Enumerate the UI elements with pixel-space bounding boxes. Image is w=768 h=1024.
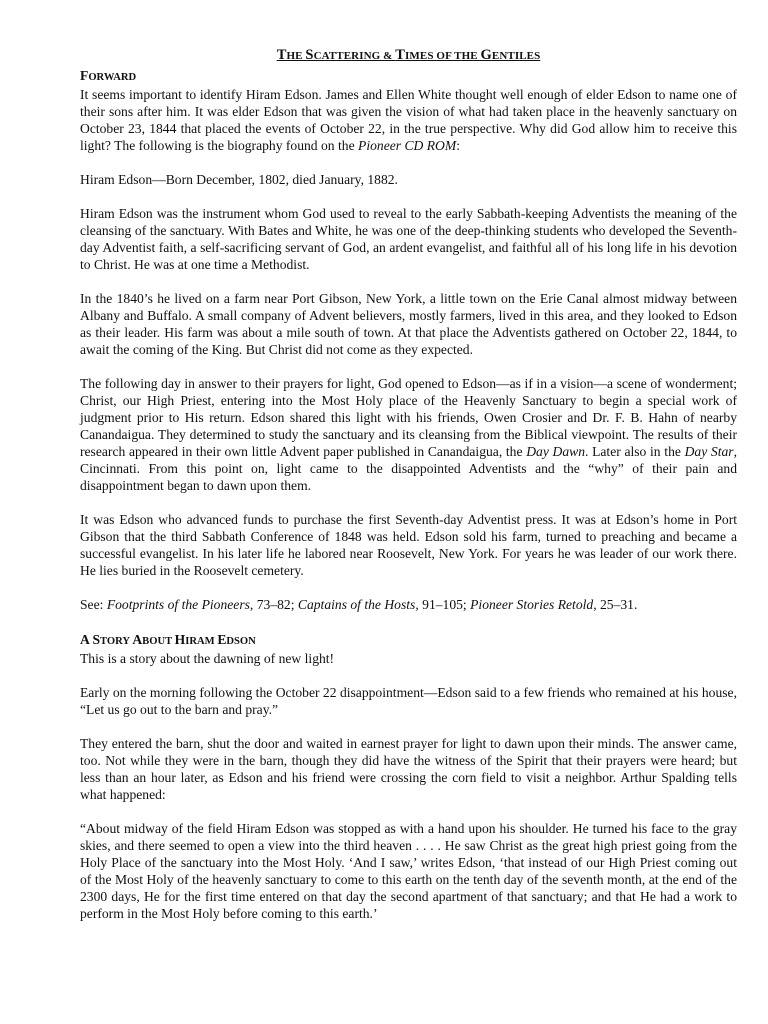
paragraph — [80, 86, 737, 154]
text-run: See: — [80, 597, 107, 612]
paragraph: Hiram Edson—Born December, 1802, died January, 1882. — [80, 172, 398, 187]
text-run: , 73–82; — [249, 597, 298, 612]
text-run: : — [456, 138, 460, 153]
title-part: CATTERING & — [313, 50, 396, 62]
italic-run: Footprints of the Pioneers — [106, 597, 250, 612]
title-part: ENTILES — [491, 50, 541, 62]
section-heading-story — [80, 631, 737, 650]
heading-part: S — [92, 632, 101, 647]
text-run: , Cincinnati. From this point on, light came to the disappointed Adventists and the “why” of their pain and disappointment began to dawn upon them. — [80, 444, 737, 493]
heading-part: A — [80, 632, 93, 647]
heading-part: E — [217, 632, 227, 647]
title-part: HE — [286, 50, 306, 62]
paragraph: This is a story about the dawning of new light! — [80, 651, 335, 666]
paragraph: Early on the morning following the October 22 disappointment—Edson said to a few friends who remained at his house, “Let us go out to the barn and pray.” — [80, 685, 737, 717]
paragraph: Hiram Edson was the instrument whom God used to reveal to the early Sabbath-keeping Adventists the meaning of the cleansing of the sanctuary. With Bates and White, he was one of the deep-thinking students who developed the Seventh-day Adventist faith, a self-sacrificing servant of God, an ardent evangelist, and faithful all of his long life in his devotion to Christ. He was at one time a Methodist. — [80, 206, 737, 272]
title-part: S — [305, 47, 314, 63]
heading-part: H — [174, 632, 186, 647]
title-part: IMES OF THE — [405, 50, 481, 62]
heading-part: TORY — [100, 636, 133, 647]
italic-run: Pioneer CD ROM — [358, 138, 457, 153]
paragraph: It was Edson who advanced funds to purchase the first Seventh-day Adventist press. It was at Edson’s home in Port Gibson that the third Sabbath Conference of 1848 was held. Edson sold his farm, turned to preaching and became a successful evangelist. In his later life he labored near Roosevelt, New York. For years he was leader of our work there. He lies buried in the Roosevelt cemetery. — [80, 512, 737, 578]
italic-run: Day Star — [684, 444, 734, 459]
paragraph — [80, 375, 737, 494]
italic-run: Day Dawn — [526, 444, 586, 459]
title-part: T — [276, 47, 287, 63]
italic-run: Pioneer Stories Retold — [470, 597, 594, 612]
heading-part: IRAM — [185, 636, 218, 647]
italic-run: Captains of the Hosts — [297, 597, 416, 612]
title-part: G — [480, 47, 492, 63]
paragraph: They entered the barn, shut the door and waited in earnest prayer for light to dawn upon their minds. The answer came, too. Not while they were in the barn, though they did have the witness of the Spirit that their prayers were heard; but less than an hour later, as Edson and his friend were crossing the corn field to visit a neighbor. Arthur Spalding tells what happened: — [80, 736, 737, 802]
text-run: It seems important to identify Hiram Edson. James and Ellen White thought well enough of elder Edson to name one of their sons after him. It was elder Edson that was given the vision of what had taken place in the heavenly sanctuary on October 23, 1844 that placed the events of October 22, in the true perspective. Why did God allow him to receive this light? The following is the biography found on the — [80, 87, 737, 153]
heading-part: A — [132, 632, 143, 647]
document-title — [80, 46, 737, 65]
text-run: . Later also in the — [585, 444, 685, 459]
heading-part: DSON — [226, 636, 256, 647]
text-run: , 91–105; — [415, 597, 471, 612]
document-page — [80, 46, 737, 939]
text-run: , 25–31. — [593, 597, 638, 612]
heading-part: ORWARD — [88, 72, 137, 83]
section-heading-forward — [80, 67, 737, 86]
quote-paragraph: “About midway of the field Hiram Edson was stopped as with a hand upon his shoulder. He turned his face to the gray skies, and there seemed to open a view into the third heaven . . . . He saw Christ as the great high priest going from the Holy Place of the sanctuary into the Most Holy. ‘And I saw,’ writes Edson, ‘that instead of our High Priest coming out of the Most Holy of the heavenly sanctuary to come to this earth on the tenth day of the seventh month, at the end of the 2300 days, He for the first time entered on that day the second apartment of that sanctuary; and that He had a work to perform in the Most Holy before coming to this earth.’ — [80, 821, 737, 921]
heading-part: F — [80, 68, 89, 83]
text-run: The following day in answer to their prayers for light, God opened to Edson—as if in a vision—a scene of wonderment; Christ, our High Priest, entering into the Most Holy place of the Heavenly Sanctuary to begin a special work of judgment prior to His return. Edson shared this light with his friends, Owen Crosier and Dr. F. B. Hahn of nearby Canandaigua. They determined to study the sanctuary and its cleansing from the Biblical viewpoint. The results of their research appeared in their own little Advent paper published in Canandaigua, the — [80, 376, 737, 459]
paragraph: In the 1840’s he lived on a farm near Port Gibson, New York, a little town on the Erie Canal almost midway between Albany and Buffalo. A small company of Advent believers, mostly farmers, lived in this area, and they looked to Edson as their leader. His farm was about a mile south of town. At that place the Adventists gathered on October 22, 1844, to await the coming of the King. But Christ did not come as they expected. — [80, 291, 737, 357]
heading-part: BOUT — [142, 636, 175, 647]
title-part: T — [395, 47, 406, 63]
references-paragraph — [80, 596, 737, 613]
